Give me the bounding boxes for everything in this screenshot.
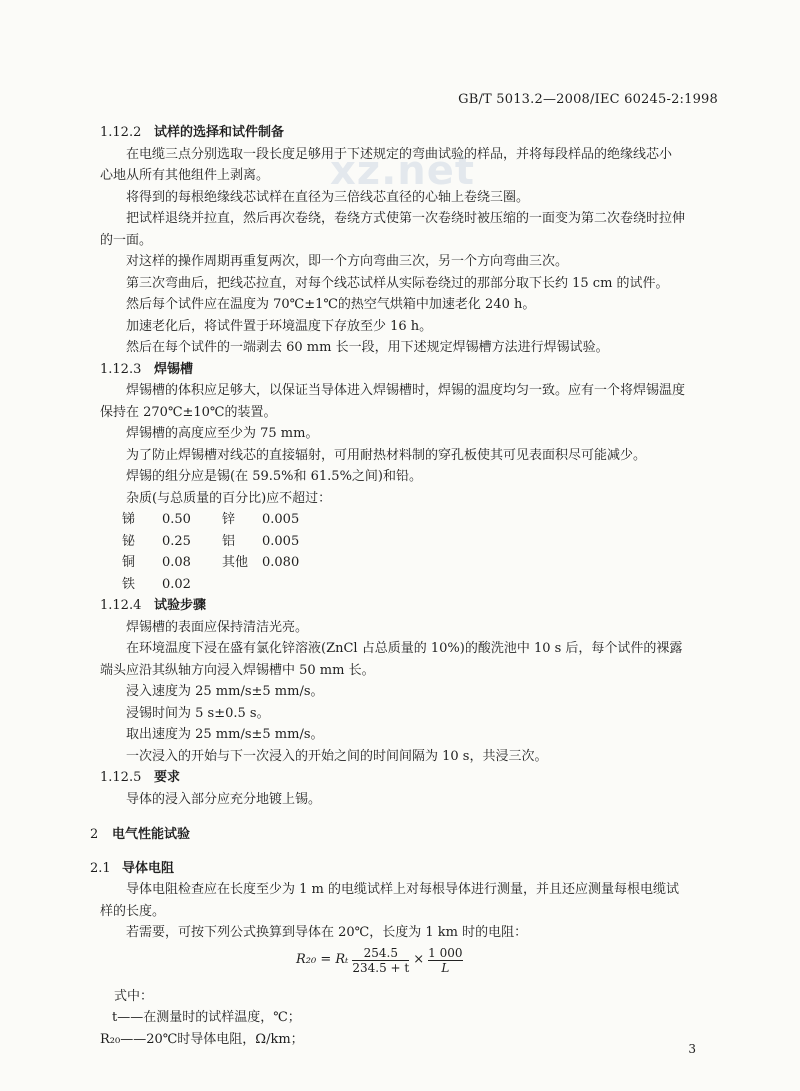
paragraph: 焊锡槽的表面应保持清洁光亮。 bbox=[126, 619, 309, 635]
paragraph-continued: 保持在 270℃±10℃的装置。 bbox=[100, 404, 277, 420]
heading-2: 2 电气性能试验 bbox=[90, 827, 191, 842]
page-number: 3 bbox=[688, 1042, 696, 1056]
impurity-cell: 铝 bbox=[222, 533, 236, 549]
impurity-cell: 铁 bbox=[122, 576, 136, 592]
paragraph: 焊锡槽的体积应足够大，以保证当导体进入焊锡槽时，焊锡的温度均匀一致。应有一个将焊锡温度 bbox=[126, 383, 686, 398]
impurity-cell: 铋 bbox=[122, 533, 136, 549]
formula-fraction-1 bbox=[352, 946, 409, 975]
paragraph: 焊锡槽的高度应至少为 75 mm。 bbox=[126, 426, 319, 441]
paragraph: 杂质(与总质量的百分比)应不超过： bbox=[126, 490, 332, 506]
watermark: xz.net bbox=[330, 148, 476, 194]
formula-lhs: R₂₀ = Rₜ bbox=[296, 952, 349, 968]
paragraph: 浸入速度为 25 mm/s±5 mm/s。 bbox=[126, 684, 324, 699]
impurity-cell: 锑 bbox=[122, 512, 136, 527]
paragraph: 导体电阻检查应在长度至少为 1 m 的电缆试样上对每根导体进行测量，并且还应测量每根电缆试 bbox=[126, 882, 679, 897]
paragraph-continued: 样的长度。 bbox=[100, 903, 166, 919]
paragraph: 加速老化后，将试件置于环境温度下存放至少 16 h。 bbox=[126, 318, 433, 334]
impurity-cell: 0.50 bbox=[162, 512, 191, 527]
paragraph: 浸锡时间为 5 s±0.5 s。 bbox=[126, 705, 270, 721]
impurity-cell: 铜 bbox=[122, 555, 136, 570]
heading-1-12-4: 1.12.4 试验步骤 bbox=[100, 598, 207, 613]
standard-header: GB/T 5013.2—2008/IEC 60245-2:1998 bbox=[458, 92, 718, 107]
definition-r20: R₂₀——20℃时导体电阻，Ω/km； bbox=[100, 1031, 304, 1047]
paragraph: 对这样的操作周期再重复两次，即一个方向弯曲三次，另一个方向弯曲三次。 bbox=[126, 254, 569, 269]
impurity-table bbox=[122, 509, 720, 595]
paragraph: 把试样退绕并拉直，然后再次卷绕，卷绕方式使第一次卷绕时被压缩的一面变为第二次卷绕时拉伸 bbox=[126, 211, 686, 226]
impurity-cell: 其他 bbox=[222, 555, 249, 570]
paragraph: 取出速度为 25 mm/s±5 mm/s。 bbox=[126, 727, 324, 742]
fraction-numerator: 254.5 bbox=[363, 945, 398, 960]
heading-1-12-3: 1.12.3 焊锡槽 bbox=[100, 361, 194, 377]
paragraph: 在电缆三点分别选取一段长度足够用于下述规定的弯曲试验的样品，并将每段样品的绝缘线芯小 bbox=[126, 146, 673, 162]
document-body bbox=[90, 122, 720, 1050]
impurity-cell: 0.080 bbox=[262, 555, 300, 570]
paragraph: 第三次弯曲后，把线芯拉直，对每个线芯试样从实际卷绕过的那部分取下长约 15 cm 的试件。 bbox=[126, 275, 669, 291]
fraction-denominator: 234.5 + t bbox=[352, 960, 410, 975]
paragraph: 一次浸入的开始与下一次浸入的开始之间的时间间隔为 10 s，共浸三次。 bbox=[126, 748, 548, 764]
paragraph-continued: 端头应沿其纵轴方向浸入焊锡槽中 50 mm 长。 bbox=[100, 662, 375, 678]
paragraph: 为了防止焊锡槽对线芯的直接辐射，可用耐热材料制的穿孔板使其可见表面积尽可能减少。 bbox=[126, 447, 647, 463]
heading-2-1: 2.1 导体电阻 bbox=[90, 860, 175, 876]
impurity-cell: 0.005 bbox=[262, 512, 300, 527]
heading-1-12-5: 1.12.5 要求 bbox=[100, 770, 181, 785]
formula-where: 式中： bbox=[114, 988, 154, 1004]
paragraph: 若需要，可按下列公式换算到导体在 20℃，长度为 1 km 时的电阻： bbox=[126, 925, 528, 940]
fraction-denominator: L bbox=[441, 960, 450, 975]
times-sign: × bbox=[413, 952, 425, 968]
impurity-cell: 锌 bbox=[222, 512, 236, 527]
impurity-cell bbox=[262, 574, 332, 596]
impurity-cell: 0.02 bbox=[162, 576, 191, 592]
formula-fraction-2 bbox=[428, 946, 462, 975]
impurity-cell bbox=[222, 574, 262, 596]
paragraph-continued: 的一面。 bbox=[100, 232, 153, 248]
paragraph: 然后每个试件应在温度为 70℃±1℃的热空气烘箱中加速老化 240 h。 bbox=[126, 297, 536, 312]
paragraph: 导体的浸入部分应充分地镀上锡。 bbox=[126, 791, 322, 807]
paragraph: 焊锡的组分应是锡(在 59.5%和 61.5%之间)和铅。 bbox=[126, 469, 423, 484]
paragraph: 在环境温度下浸在盛有氯化锌溶液(ZnCl 占总质量的 10%)的酸洗池中 10 s 后，每个试件的裸露 bbox=[126, 641, 683, 656]
fraction-numerator: 1 000 bbox=[428, 945, 463, 960]
definition-t: t——在测量时的试样温度，℃； bbox=[112, 1010, 301, 1025]
impurity-cell: 0.08 bbox=[162, 555, 191, 570]
impurity-cell: 0.005 bbox=[262, 533, 300, 549]
paragraph: 然后在每个试件的一端剥去 60 mm 长一段，用下述规定焊锡槽方法进行焊锡试验。 bbox=[126, 340, 609, 355]
paragraph-continued: 心地从所有其他组件上剥离。 bbox=[100, 168, 270, 183]
heading-1-12-2: 1.12.2 试样的选择和试件制备 bbox=[100, 125, 285, 140]
paragraph: 将得到的每根绝缘线芯试样在直径为三倍线芯直径的心轴上卷绕三圈。 bbox=[126, 189, 530, 205]
impurity-cell: 0.25 bbox=[162, 533, 191, 549]
resistance-formula bbox=[100, 946, 720, 986]
